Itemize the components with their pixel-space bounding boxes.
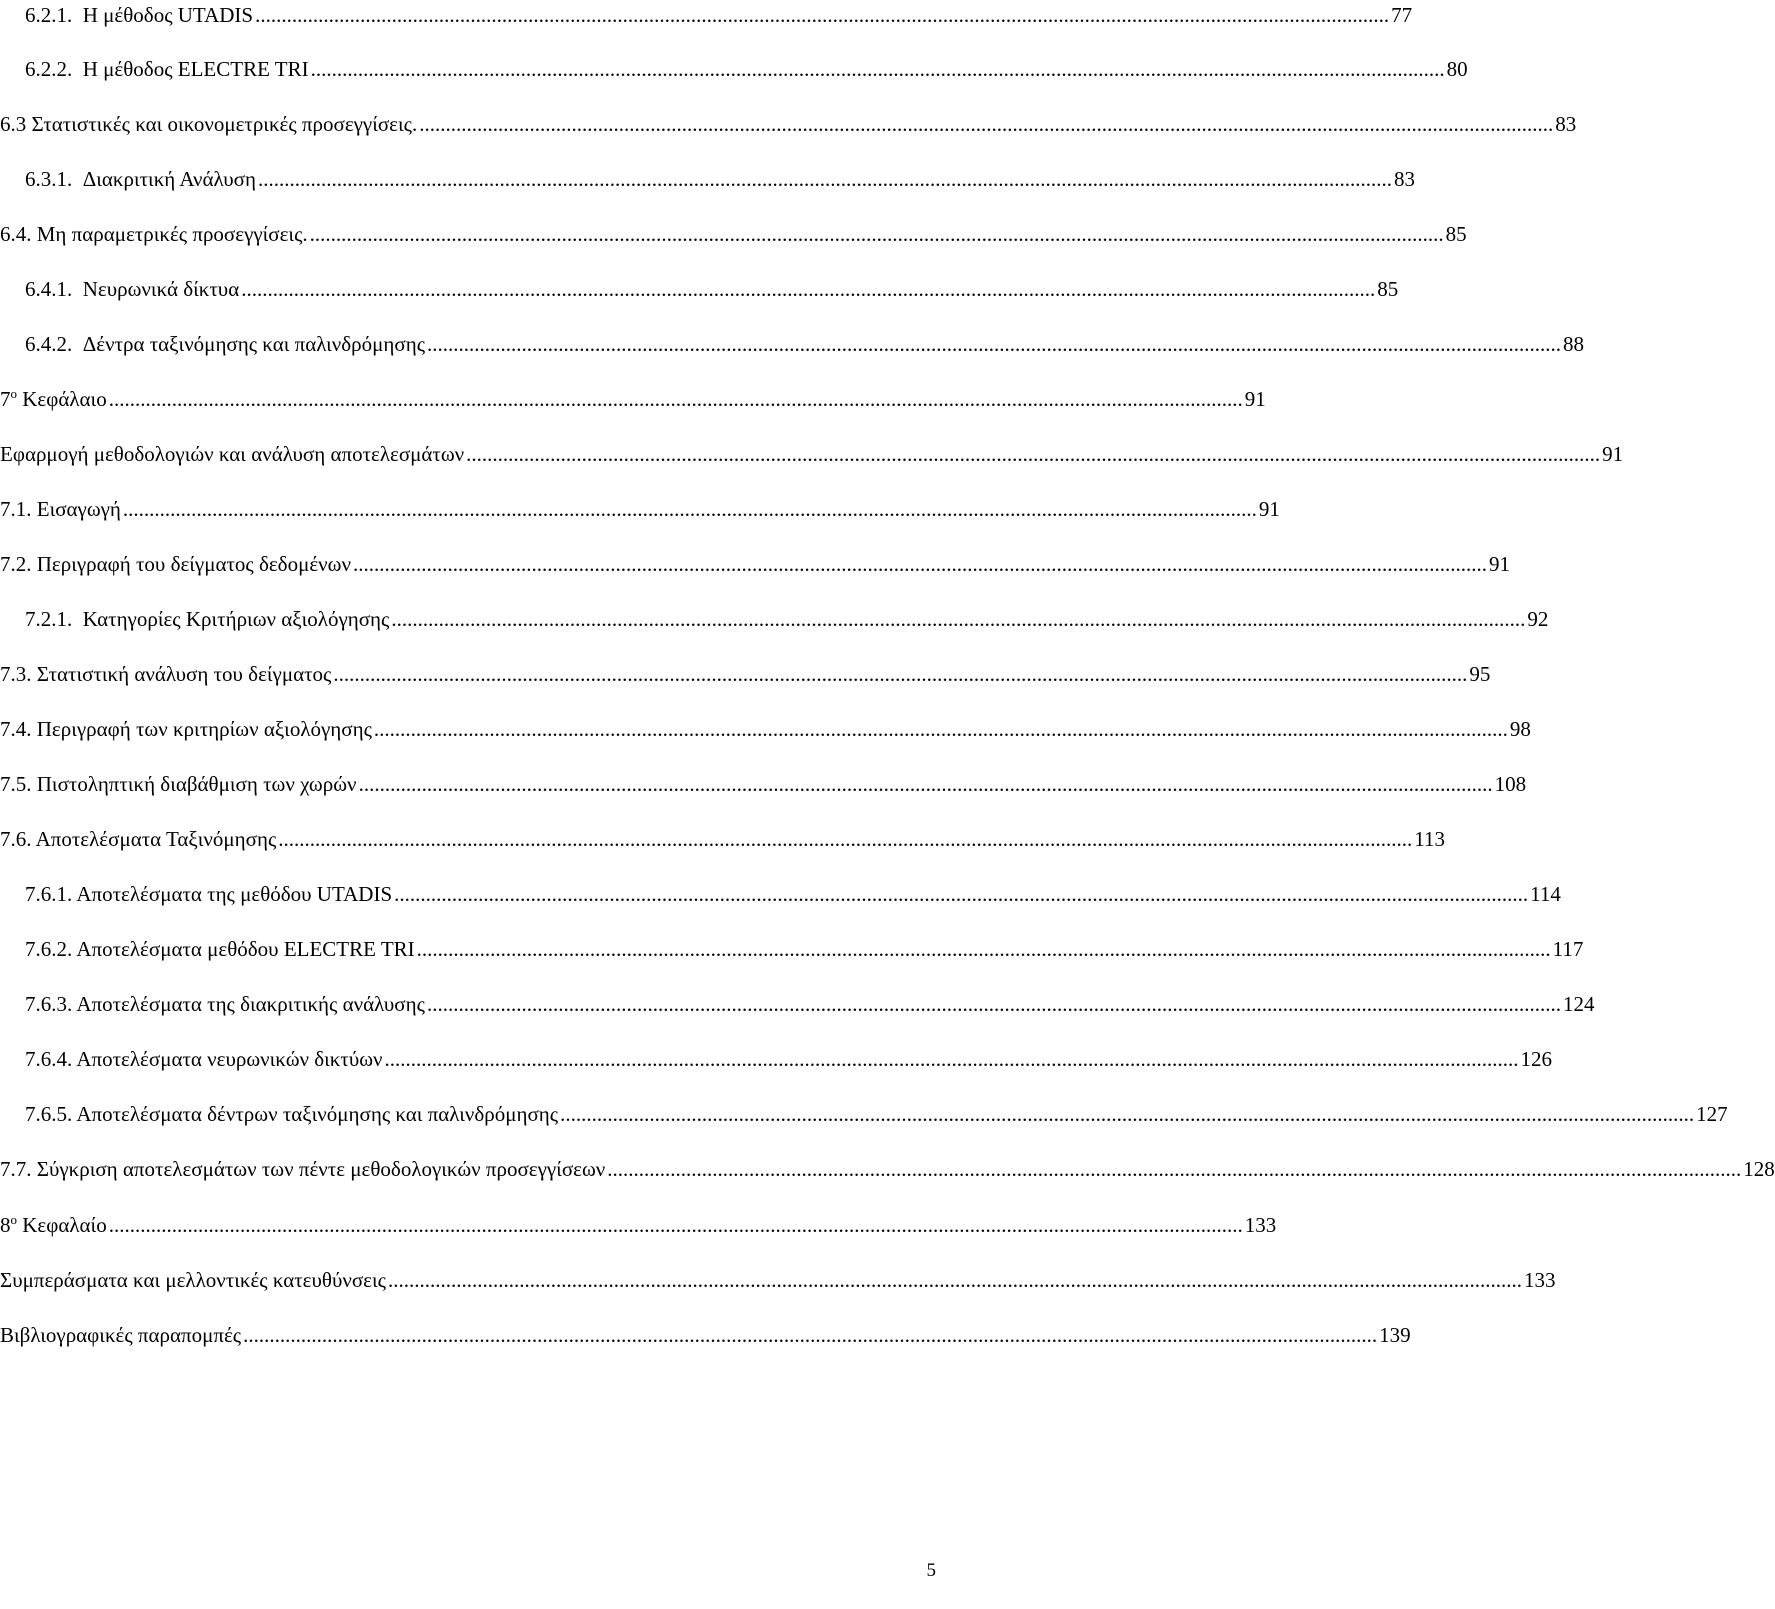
toc-entry-page: 127 [1696, 1102, 1728, 1126]
toc-entry[interactable] [0, 1320, 1411, 1350]
toc-entry[interactable] [0, 1154, 1775, 1184]
toc-entry[interactable] [0, 329, 1585, 359]
dot-leader: ........................................................................................................................................................................................................................ [419, 112, 1554, 136]
toc-entry-title: 7.5. Πιστοληπτική διαβάθμιση των χωρών [0, 772, 357, 796]
dot-leader: ........................................................................................................................................................................................................................ [255, 3, 1390, 27]
toc-entry-page: 91 [1244, 387, 1266, 411]
toc-entry-title [0, 1210, 107, 1240]
toc-entry-page: 114 [1530, 882, 1561, 906]
dot-leader: ........................................................................................................................................................................................................................ [241, 277, 1376, 301]
toc-entry-page: 83 [1393, 167, 1415, 191]
dot-leader: ........................................................................................................................................................................................................................ [426, 992, 1561, 1016]
dot-leader: ........................................................................................................................................................................................................................ [391, 607, 1526, 631]
dot-leader: ........................................................................................................................................................................................................................ [373, 717, 1508, 741]
toc-entry-page: 91 [1258, 497, 1280, 521]
ordinal-suffix: ο [10, 386, 17, 401]
toc-entry[interactable] [0, 769, 1527, 799]
toc-entry-title: 7.7. Σύγκριση αποτελεσμάτων των πέντε μεθοδολογικών προσεγγίσεων [0, 1157, 606, 1181]
toc-entry-title: 7.4. Περιγραφή των κριτηρίων αξιολόγησης [0, 717, 372, 741]
toc-entry-title: 6.3 Στατιστικές και οικονομετρικές προσεγγίσεις. [0, 112, 418, 136]
toc-entry-page: 85 [1445, 222, 1467, 246]
toc-entry[interactable] [0, 274, 1399, 304]
toc-entry-page: 128 [1743, 1157, 1775, 1181]
toc-entry[interactable] [0, 549, 1510, 579]
dot-leader: ........................................................................................................................................................................................................................ [607, 1157, 1742, 1181]
toc-entry-title: 7.6.4. Αποτελέσματα νευρωνικών δικτύων [25, 1047, 383, 1071]
dot-leader: ........................................................................................................................................................................................................................ [387, 1268, 1522, 1292]
toc-entry-page: 133 [1523, 1268, 1556, 1292]
chapter-number: 8 [0, 1213, 11, 1237]
toc-entry-page: 117 [1552, 937, 1584, 961]
toc-entry[interactable] [0, 439, 1624, 469]
toc-entry-title: 6.3.1. Διακριτική Ανάλυση [25, 167, 256, 191]
toc-entry-page: 85 [1377, 277, 1399, 301]
dot-leader: ........................................................................................................................................................................................................................ [352, 552, 1487, 576]
chapter-number: 7 [0, 387, 11, 411]
dot-leader: ........................................................................................................................................................................................................................ [309, 222, 1444, 246]
toc-entry-page: 92 [1527, 607, 1549, 631]
toc-entry-title: 7.6.2. Αποτελέσματα μεθόδου ELECTRE TRI [25, 937, 415, 961]
dot-leader: ........................................................................................................................................................................................................................ [560, 1102, 1695, 1126]
toc-entry[interactable] [0, 604, 1549, 634]
toc-entry-page: 126 [1520, 1047, 1553, 1071]
toc-entry-title: 6.2.2. Η μέθοδος ELECTRE TRI [25, 57, 309, 81]
toc-entry-page: 113 [1414, 827, 1445, 851]
dot-leader: ........................................................................................................................................................................................................................ [466, 442, 1601, 466]
toc-entry-page: 91 [1488, 552, 1510, 576]
toc-entry-page: 133 [1244, 1213, 1277, 1237]
toc-entry-title: 6.2.1. Η μέθοδος UTADIS [25, 3, 254, 27]
toc-entry-page: 77 [1391, 3, 1413, 27]
ordinal-suffix: ο [10, 1212, 17, 1227]
chapter-word: Κεφαλαίο [17, 1213, 107, 1237]
toc-entry-page: 98 [1509, 717, 1531, 741]
dot-leader: ........................................................................................................................................................................................................................ [122, 497, 1257, 521]
toc-entry-title: 7.2.1. Κατηγορίες Κριτήριων αξιολόγησης [25, 607, 390, 631]
toc-entry[interactable] [0, 1099, 1728, 1129]
toc-entry[interactable] [0, 1265, 1556, 1295]
toc-entry-page: 88 [1563, 332, 1585, 356]
chapter-word: Κεφάλαιο [17, 387, 107, 411]
toc-entry[interactable] [0, 109, 1577, 139]
dot-leader: ........................................................................................................................................................................................................................ [384, 1047, 1519, 1071]
toc-entry-title: 6.4. Μη παραμετρικές προσεγγίσεις. [0, 222, 308, 246]
toc-entry[interactable] [0, 54, 1468, 84]
toc-entry[interactable] [0, 879, 1561, 909]
dot-leader: ........................................................................................................................................................................................................................ [108, 387, 1243, 411]
toc-entry-title: Βιβλιογραφικές παραπομπές [0, 1323, 242, 1347]
toc-entry-title: 7.2. Περιγραφή του δείγματος δεδομένων [0, 552, 351, 576]
dot-leader: ........................................................................................................................................................................................................................ [243, 1323, 1378, 1347]
toc-entry[interactable] [0, 0, 1413, 30]
dot-leader: ........................................................................................................................................................................................................................ [394, 882, 1529, 906]
toc-entry-title: 7.6.1. Αποτελέσματα της μεθόδου UTADIS [25, 882, 393, 906]
toc-entry[interactable] [0, 219, 1467, 249]
toc-entry-title: 7.6. Αποτελέσματα Ταξινόμησης [0, 827, 277, 851]
dot-leader: ........................................................................................................................................................................................................................ [427, 332, 1562, 356]
toc-entry-page: 108 [1494, 772, 1527, 796]
toc-entry-title: 7.3. Στατιστική ανάλυση του δείγματος [0, 662, 332, 686]
toc-entry[interactable] [0, 989, 1595, 1019]
toc-entry-title: 7.6.5. Αποτελέσματα δέντρων ταξινόμησης και παλινδρόμησης [25, 1102, 559, 1126]
toc-entry-title: 7.1. Εισαγωγή [0, 497, 121, 521]
toc-entry[interactable] [0, 714, 1531, 744]
dot-leader: ........................................................................................................................................................................................................................ [278, 827, 1413, 851]
toc-entry-page: 80 [1446, 57, 1468, 81]
toc-entry-title: Εφαρμογή μεθοδολογιών και ανάλυση αποτελεσμάτων [0, 442, 465, 466]
toc-entry-page: 83 [1555, 112, 1577, 136]
toc-entry-title: 6.4.2. Δέντρα ταξινόμησης και παλινδρόμησης [25, 332, 426, 356]
dot-leader: ........................................................................................................................................................................................................................ [257, 167, 1392, 191]
toc-entry[interactable] [0, 1044, 1553, 1074]
toc-entry-page: 139 [1379, 1323, 1411, 1347]
toc-entry[interactable] [0, 494, 1280, 524]
toc-entry-title: 7.6.3. Αποτελέσματα της διακριτικής ανάλυσης [25, 992, 425, 1016]
toc-entry[interactable] [0, 934, 1584, 964]
toc-entry[interactable] [0, 164, 1415, 194]
toc-entry-page: 124 [1562, 992, 1595, 1016]
toc-entry[interactable] [0, 384, 1266, 414]
toc-entry-page: 95 [1469, 662, 1491, 686]
dot-leader: ........................................................................................................................................................................................................................ [108, 1213, 1243, 1237]
dot-leader: ........................................................................................................................................................................................................................ [310, 57, 1445, 81]
toc-entry-title: 6.4.1. Νευρωνικά δίκτυα [25, 277, 240, 301]
dot-leader: ........................................................................................................................................................................................................................ [416, 937, 1551, 961]
dot-leader: ........................................................................................................................................................................................................................ [333, 662, 1468, 686]
toc-entry[interactable] [0, 824, 1445, 854]
toc-entry-page: 91 [1602, 442, 1624, 466]
toc-entry[interactable] [0, 1210, 1277, 1240]
toc-entry[interactable] [0, 659, 1491, 689]
toc-entry-title [0, 384, 107, 414]
dot-leader: ........................................................................................................................................................................................................................ [358, 772, 1493, 796]
page-number: 5 [926, 1560, 936, 1581]
toc-entry-title: Συμπεράσματα και μελλοντικές κατευθύνσεις [0, 1268, 386, 1292]
